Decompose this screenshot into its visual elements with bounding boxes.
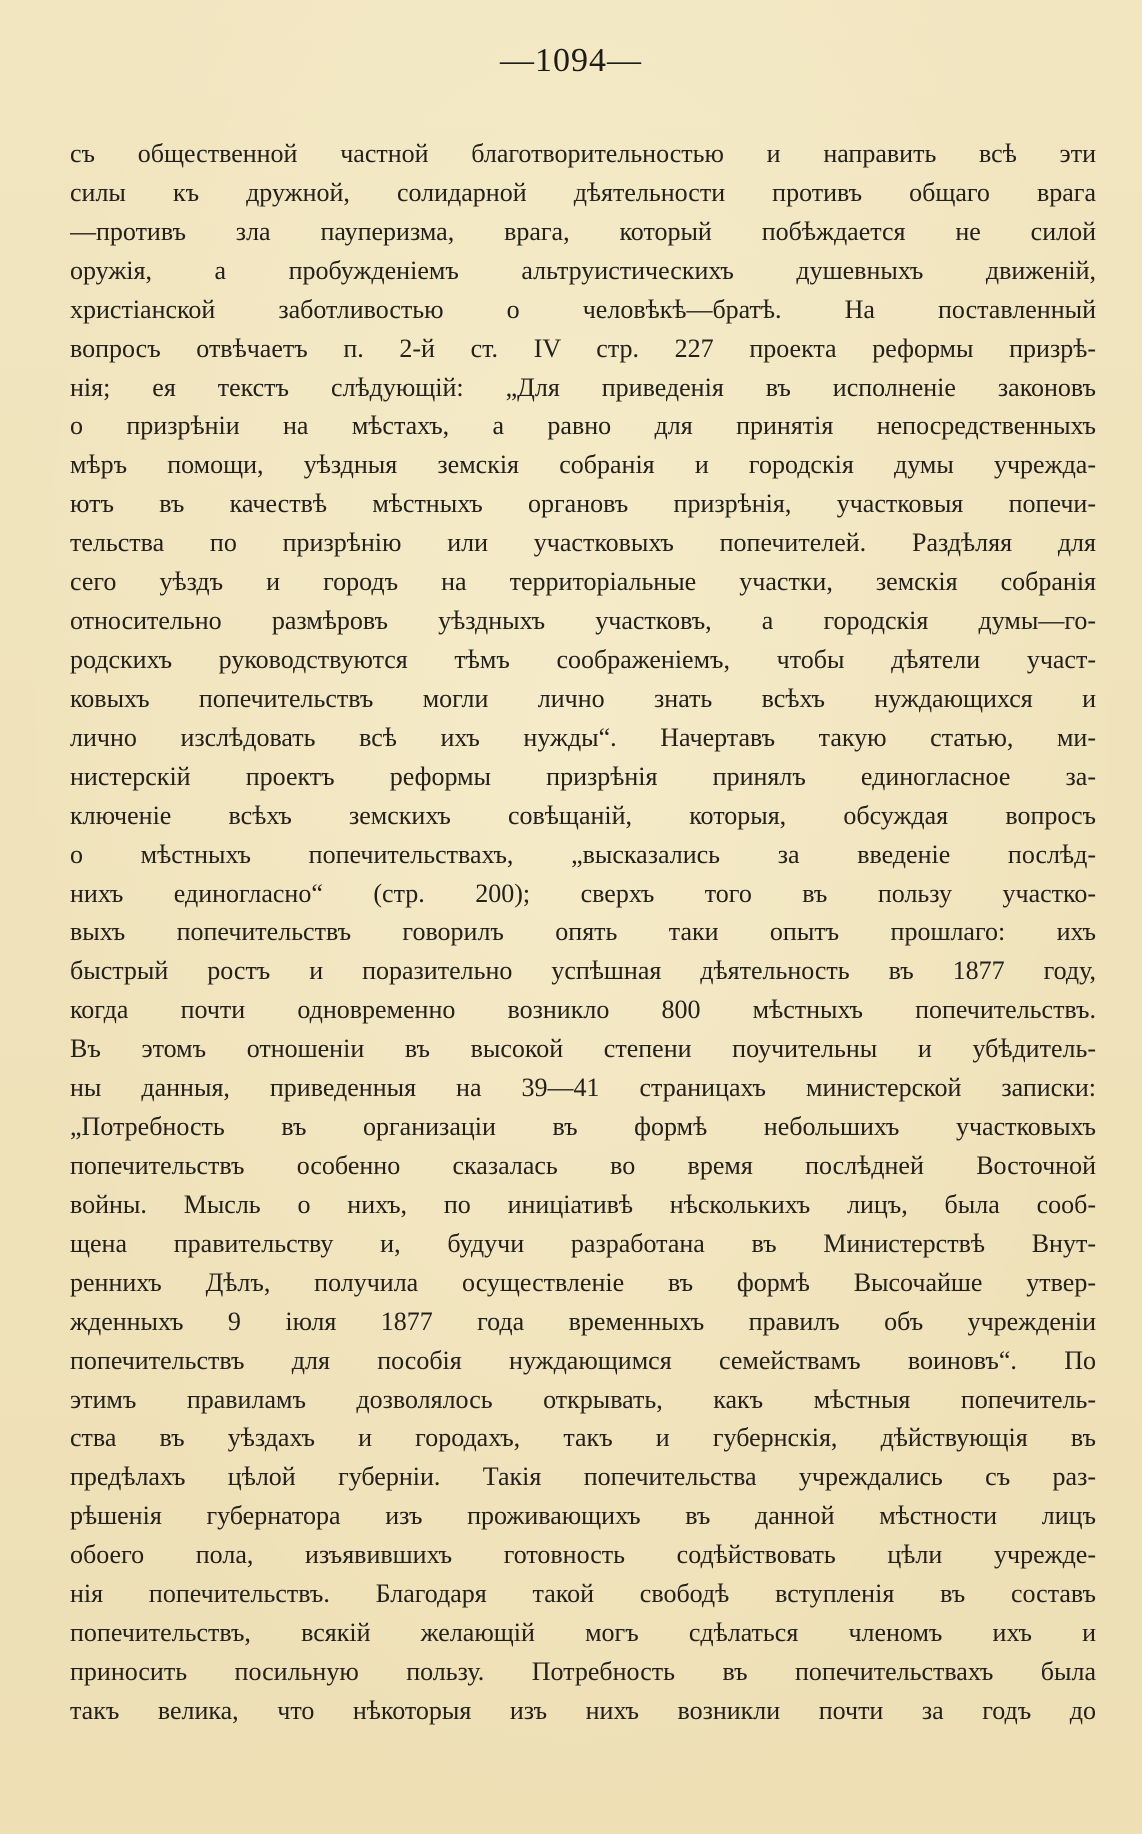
text-line: христіанской заботливостью о человѣкѣ—братѣ. На поставленный — [70, 294, 1096, 324]
body-text — [70, 135, 1096, 1731]
text-line: о мѣстныхъ попечительствахъ, „высказались за введеніе послѣд- — [70, 839, 1096, 869]
text-line: попечительствъ, всякій желающій могъ сдѣлаться членомъ ихъ и — [70, 1618, 1096, 1648]
text-line: —противъ зла пауперизма, врага, который побѣждается не силой — [70, 216, 1096, 246]
text-line: сего уѣздъ и городъ на территоріальные участки, земскія собранія — [70, 567, 1096, 597]
text-line: жденныхъ 9 іюля 1877 года временныхъ правилъ объ учрежденіи — [70, 1306, 1096, 1336]
text-line: этимъ правиламъ дозволялось открывать, какъ мѣстныя попечитель- — [70, 1384, 1096, 1414]
text-line: ковыхъ попечительствъ могли лично знать всѣхъ нуждающихся и — [70, 683, 1096, 713]
text-line: „Потребность въ организаціи въ формѣ небольшихъ участковыхъ — [70, 1112, 1096, 1142]
text-line: войны. Мысль о нихъ, по иниціативѣ нѣсколькихъ лицъ, была сооб- — [70, 1189, 1096, 1219]
text-line: съ общественной частной благотворительностью и направить всѣ эти — [70, 139, 1096, 168]
text-line: оружія, а пробужденіемъ альтруистическихъ душевныхъ движеній, — [70, 255, 1096, 285]
text-line: Въ этомъ отношеніи въ высокой степени поучительны и убѣдитель- — [70, 1034, 1096, 1064]
text-line: такъ велика, что нѣкоторыя изъ нихъ возникли почти за годъ до — [70, 1695, 1096, 1725]
text-line: ны данныя, приведенныя на 39—41 страницахъ министерской записки: — [70, 1073, 1096, 1103]
text-line: попечительствъ особенно сказалась во время послѣдней Восточной — [70, 1150, 1096, 1180]
text-line: обоего пола, изъявившихъ готовность содѣйствовать цѣли учрежде- — [70, 1540, 1096, 1570]
text-line: приносить посильную пользу. Потребность въ попечительствахъ была — [70, 1656, 1096, 1686]
text-line: относительно размѣровъ уѣздныхъ участковъ, а городскія думы—го- — [70, 606, 1096, 636]
text-line: нія; ея текстъ слѣдующій: „Для приведенія въ исполненіе законовъ — [70, 372, 1096, 402]
text-line: лично изслѣдовать всѣ ихъ нужды“. Начертавъ такую статью, ми- — [70, 722, 1096, 752]
text-line: нихъ единогласно“ (стр. 200); сверхъ того въ пользу участко- — [70, 878, 1096, 908]
text-line: ютъ въ качествѣ мѣстныхъ органовъ призрѣнія, участковыя попечи- — [70, 489, 1096, 519]
text-line: о призрѣніи на мѣстахъ, а равно для принятія непосредственныхъ — [70, 411, 1096, 441]
text-line: когда почти одновременно возникло 800 мѣстныхъ попечительствъ. — [70, 995, 1096, 1025]
text-line: нія попечительствъ. Благодаря такой свободѣ вступленія въ составъ — [70, 1579, 1096, 1609]
text-line: тельства по призрѣнію или участковыхъ попечителей. Раздѣляя для — [70, 528, 1096, 558]
text-line: ства въ уѣздахъ и городахъ, такъ и губернскія, дѣйствующія въ — [70, 1423, 1096, 1453]
text-line: щена правительству и, будучи разработана въ Министерствѣ Внут- — [70, 1228, 1096, 1258]
text-line: ключеніе всѣхъ земскихъ совѣщаній, которыя, обсуждая вопросъ — [70, 800, 1096, 830]
text-line: рѣшенія губернатора изъ проживающихъ въ данной мѣстности лицъ — [70, 1501, 1096, 1531]
text-line: нистерскій проектъ реформы призрѣнія принялъ единогласное за- — [70, 761, 1096, 791]
text-line: реннихъ Дѣлъ, получила осуществленіе въ формѣ Высочайше утвер- — [70, 1267, 1096, 1297]
text-line: выхъ попечительствъ говорилъ опять таки опытъ прошлаго: ихъ — [70, 917, 1096, 947]
text-line: мѣръ помощи, уѣздныя земскія собранія и городскія думы учрежда- — [70, 450, 1096, 480]
text-line: вопросъ отвѣчаетъ п. 2-й ст. IV стр. 227 проекта реформы призрѣ- — [70, 333, 1096, 363]
text-line: силы къ дружной, солидарной дѣятельности противъ общаго врага — [70, 177, 1096, 207]
text-line: предѣлахъ цѣлой губерніи. Такія попечительства учреждались съ раз- — [70, 1462, 1096, 1492]
text-line: родскихъ руководствуются тѣмъ соображеніемъ, чтобы дѣятели участ- — [70, 644, 1096, 674]
text-line: быстрый ростъ и поразительно успѣшная дѣятельность въ 1877 году, — [70, 956, 1096, 986]
page-number: —1094— — [500, 42, 642, 79]
text-line: попечительствъ для пособія нуждающимся семействамъ воиновъ“. По — [70, 1345, 1096, 1375]
